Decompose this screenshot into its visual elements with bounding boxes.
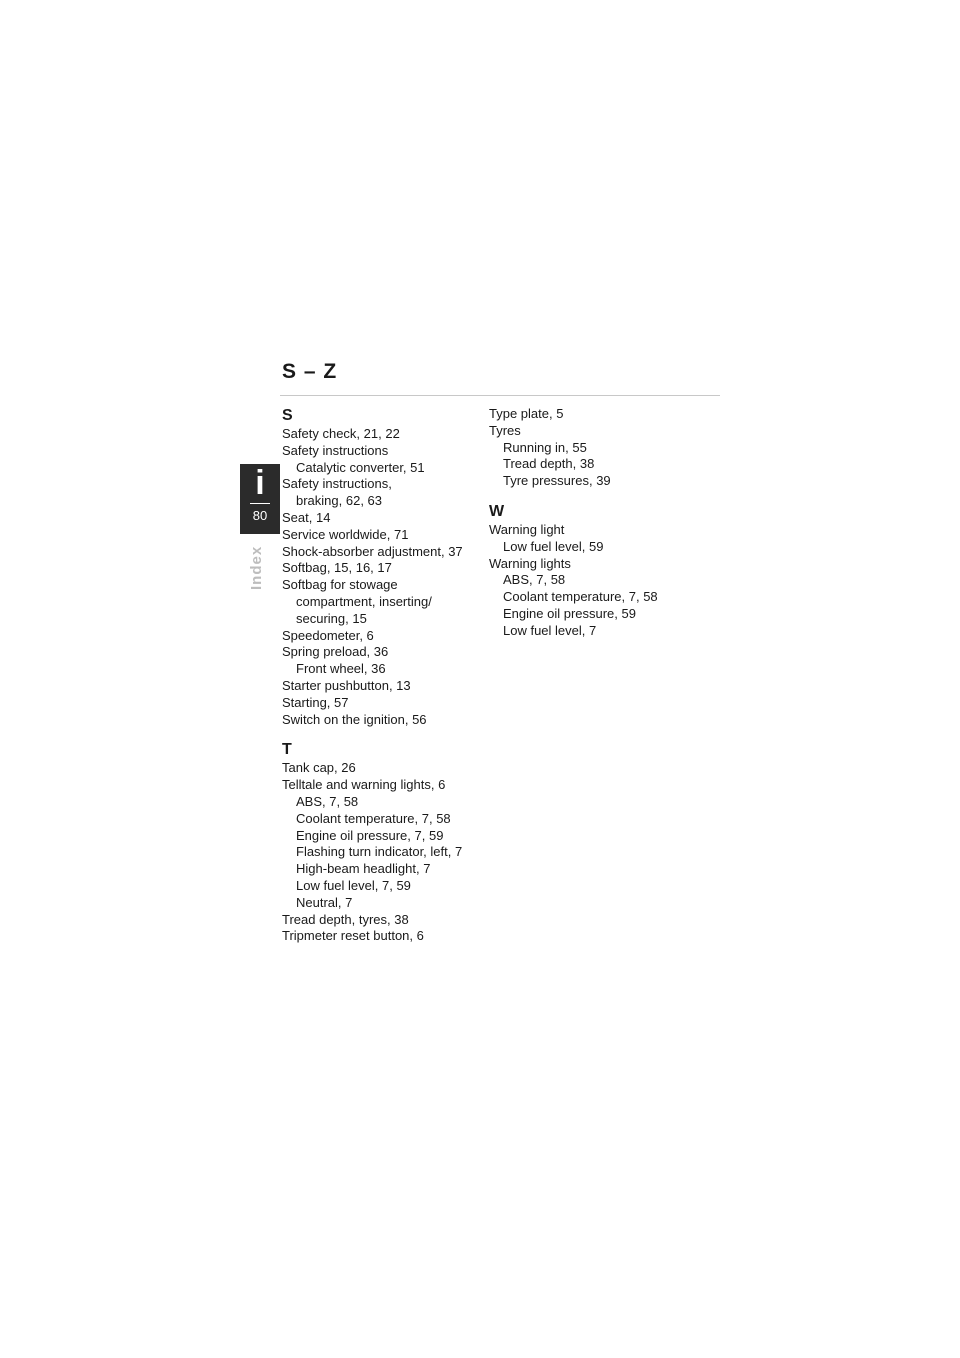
index-entry: Starting, 57 xyxy=(282,694,349,710)
index-subentry: ABS, 7, 58 xyxy=(503,572,566,588)
index-entry: Seat, 14 xyxy=(282,509,331,525)
index-subentry: ABS, 7, 58 xyxy=(296,793,359,809)
index-subentry: Neutral, 7 xyxy=(296,894,353,910)
index-entry: Service worldwide, 71 xyxy=(282,526,409,542)
index-subentry: High-beam headlight, 7 xyxy=(296,861,431,877)
index-subentry: securing, 15 xyxy=(296,610,367,626)
index-subentry: Low fuel level, 7, 59 xyxy=(296,877,411,893)
tab-divider xyxy=(250,503,270,504)
index-subentry: Low fuel level, 59 xyxy=(503,538,604,554)
index-subentry: Front wheel, 36 xyxy=(296,661,386,677)
index-entry: Safety instructions xyxy=(282,442,389,458)
index-subentry: Flashing turn indicator, left, 7 xyxy=(296,844,463,860)
index-subentry: braking, 62, 63 xyxy=(296,493,383,509)
index-entry-list xyxy=(489,406,719,490)
index-entry: Type plate, 5 xyxy=(489,406,564,421)
index-entry: Tank cap, 26 xyxy=(282,760,356,776)
section-label: Index xyxy=(248,545,265,590)
index-column-left xyxy=(282,406,482,945)
index-group xyxy=(489,406,719,490)
index-entry: Speedometer, 6 xyxy=(282,627,374,643)
index-subentry: Coolant temperature, 7, 58 xyxy=(296,810,451,826)
index-subentry: Low fuel level, 7 xyxy=(503,622,597,638)
index-subentry: Catalytic converter, 51 xyxy=(296,459,425,475)
index-entry: Spring preload, 36 xyxy=(282,644,389,660)
index-entry: Tread depth, tyres, 38 xyxy=(282,911,409,927)
index-entry: Softbag, 15, 16, 17 xyxy=(282,560,392,576)
index-subentry: Tyre pressures, 39 xyxy=(503,473,611,489)
index-letter-heading: S xyxy=(282,407,293,424)
page-title: S – Z xyxy=(282,360,338,383)
index-entry: Tripmeter reset button, 6 xyxy=(282,928,424,944)
index-entry-list xyxy=(282,760,482,945)
index-subentry: Running in, 55 xyxy=(503,439,587,455)
index-entry: Shock-absorber adjustment, 37 xyxy=(282,543,463,559)
title-divider xyxy=(280,395,720,396)
index-subentry: Engine oil pressure, 59 xyxy=(503,605,636,621)
index-letter-heading: W xyxy=(489,502,505,520)
page-number: 80 xyxy=(252,508,268,523)
index-entry-list xyxy=(282,426,482,728)
index-entry: Tyres xyxy=(489,422,521,438)
index-entry: Warning lights xyxy=(489,555,571,571)
index-entry: Switch on the ignition, 56 xyxy=(282,711,427,727)
index-entry: Safety instructions, xyxy=(282,476,392,492)
index-entry: Safety check, 21, 22 xyxy=(282,426,400,441)
index-letter-heading: T xyxy=(282,741,292,759)
index-group xyxy=(282,406,482,728)
index-column-right xyxy=(489,406,719,640)
index-subentry: Engine oil pressure, 7, 59 xyxy=(296,827,444,843)
index-subentry: Tread depth, 38 xyxy=(503,456,595,472)
index-entry-list xyxy=(489,522,719,640)
index-group xyxy=(489,502,719,640)
index-subentry: compartment, inserting/ xyxy=(296,593,432,609)
chapter-tab xyxy=(240,464,280,534)
index-entry: Telltale and warning lights, 6 xyxy=(282,777,446,793)
index-entry: Softbag for stowage xyxy=(282,577,398,593)
index-group xyxy=(282,740,482,945)
index-entry: Starter pushbutton, 13 xyxy=(282,677,411,693)
index-subentry: Coolant temperature, 7, 58 xyxy=(503,589,658,605)
info-icon: i xyxy=(255,464,265,502)
index-entry: Warning light xyxy=(489,521,565,537)
